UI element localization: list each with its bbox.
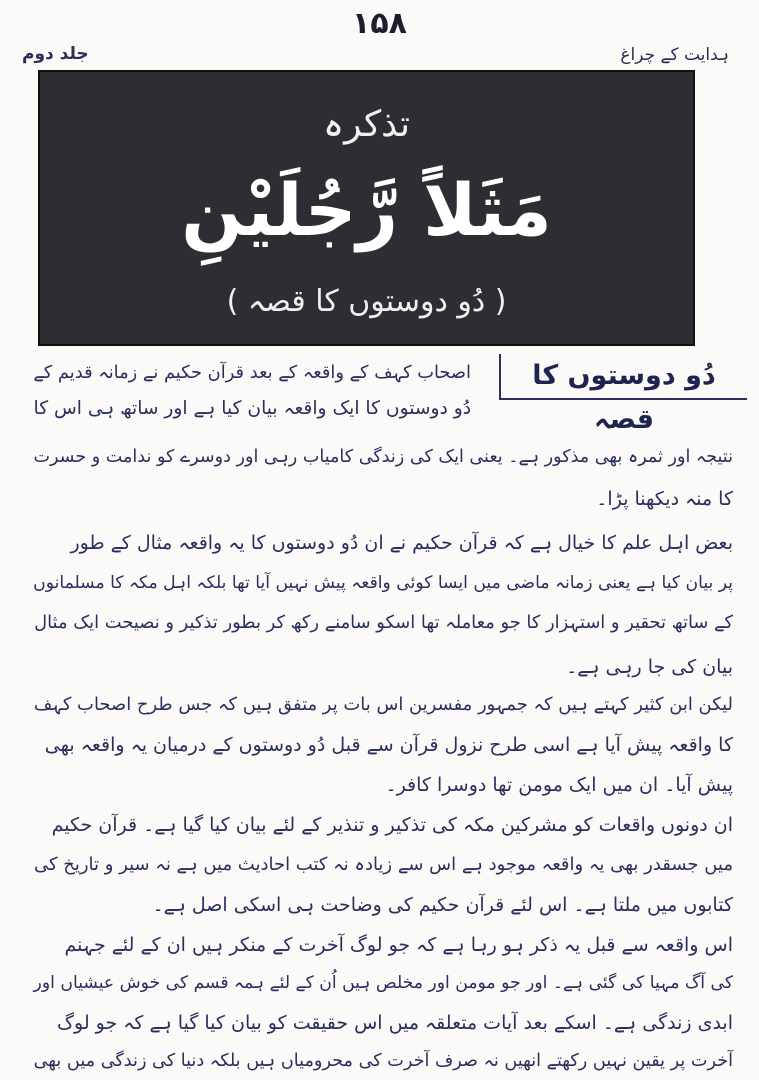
running-head-volume: جلد دوم — [22, 44, 89, 64]
banner-subtitle: ( دُو دوستوں کا قصہ ) — [226, 284, 507, 319]
banner-small-title: تذکرہ — [322, 104, 410, 145]
text-line: آخرت پر یقین نہیں رکھتے انھیں نہ صرف آخرت کی محرومیاں ہیں بلکہ دنیا کی زندگی میں بھی — [33, 1051, 733, 1071]
text-line: ان دونوں واقعات کو مشرکین مکہ کی تذکیر و تنذیر کے لئے بیان کیا گیا ہے۔ قرآن حکیم — [51, 814, 733, 836]
running-head-book-title: ہدایت کے چراغ — [620, 45, 729, 65]
text-line: دُو دوستوں کا ایک واقعہ بیان کیا ہے اور ساتھ ہی اس کا — [33, 398, 471, 419]
side-heading: دُو دوستوں کا قصہ — [499, 354, 747, 400]
text-line: بیان کی جا رہی ہے۔ — [566, 656, 733, 678]
text-line: کا واقعہ پیش آیا ہے اسی طرح نزول قرآن سے قبل دُو دوستوں کے درمیان یہ واقعہ بھی — [44, 734, 733, 756]
text-line: کا منہ دیکھنا پڑا۔ — [596, 488, 733, 510]
text-line: کے ساتھ تحقیر و استہزار کا جو معاملہ تھا اسکو سامنے رکھ کر بطور تذکیر و نصیحت ایک مثال — [34, 612, 733, 633]
text-line: اصحاب کہف کے واقعہ کے بعد قرآن حکیم نے زمانہ قدیم کے — [33, 362, 471, 383]
text-line: بعض اہل علم کا خیال ہے کہ قرآن حکیم نے ان دُو دوستوں کا یہ واقعہ مثال کے طور — [70, 532, 733, 554]
title-banner — [38, 70, 695, 346]
text-line: کی آگ مہیا کی گئی ہے۔ اور جو مومن اور مخلص ہیں اُن کے لئے ہمہ قسم کی خوش عیشیاں اور — [33, 973, 733, 993]
text-line: اس واقعہ سے قبل یہ ذکر ہو رہا ہے کہ جو لوگ آخرت کے منکر ہیں ان کے لئے جہنم — [64, 934, 733, 956]
text-line: نتیجہ اور ثمرہ بھی مذکور ہے۔ یعنی ایک کی زندگی کامیاب رہی اور دوسرے کو ندامت و حسرت — [33, 447, 733, 467]
text-line: ابدی زندگی ہے۔ اسکے بعد آیات متعلقہ میں اس حقیقت کو بیان کیا گیا ہے کہ جو لوگ — [57, 1012, 733, 1034]
page-number: ۱۵۸ — [352, 6, 407, 41]
text-line: پر بیان کیا ہے یعنی زمانہ ماضی میں ایسا کوئی واقعہ پیش نہیں آیا تھا بلکہ اہل مکہ کا مسلمانوں — [33, 573, 733, 593]
text-line: میں جسقدر بھی یہ واقعہ موجود ہے اس سے زیادہ نہ کتب احادیث میں ہے نہ سیر و تاریخ کی — [33, 854, 733, 875]
body-text — [33, 352, 733, 1071]
banner-main-title: مَثَلاً رَّجُلَیْنِ — [181, 168, 552, 252]
text-line: کتابوں میں ملتا ہے۔ اس لئے قرآن حکیم کی وضاحت ہی اسکی اصل ہے۔ — [152, 894, 733, 916]
text-line: لیکن ابن کثیر کہتے ہیں کہ جمہور مفسرین اس بات پر متفق ہیں کہ جس طرح اصحاب کہف — [33, 694, 733, 715]
text-line: پیش آیا۔ ان میں ایک مومن تھا دوسرا کافر۔ — [385, 774, 733, 796]
